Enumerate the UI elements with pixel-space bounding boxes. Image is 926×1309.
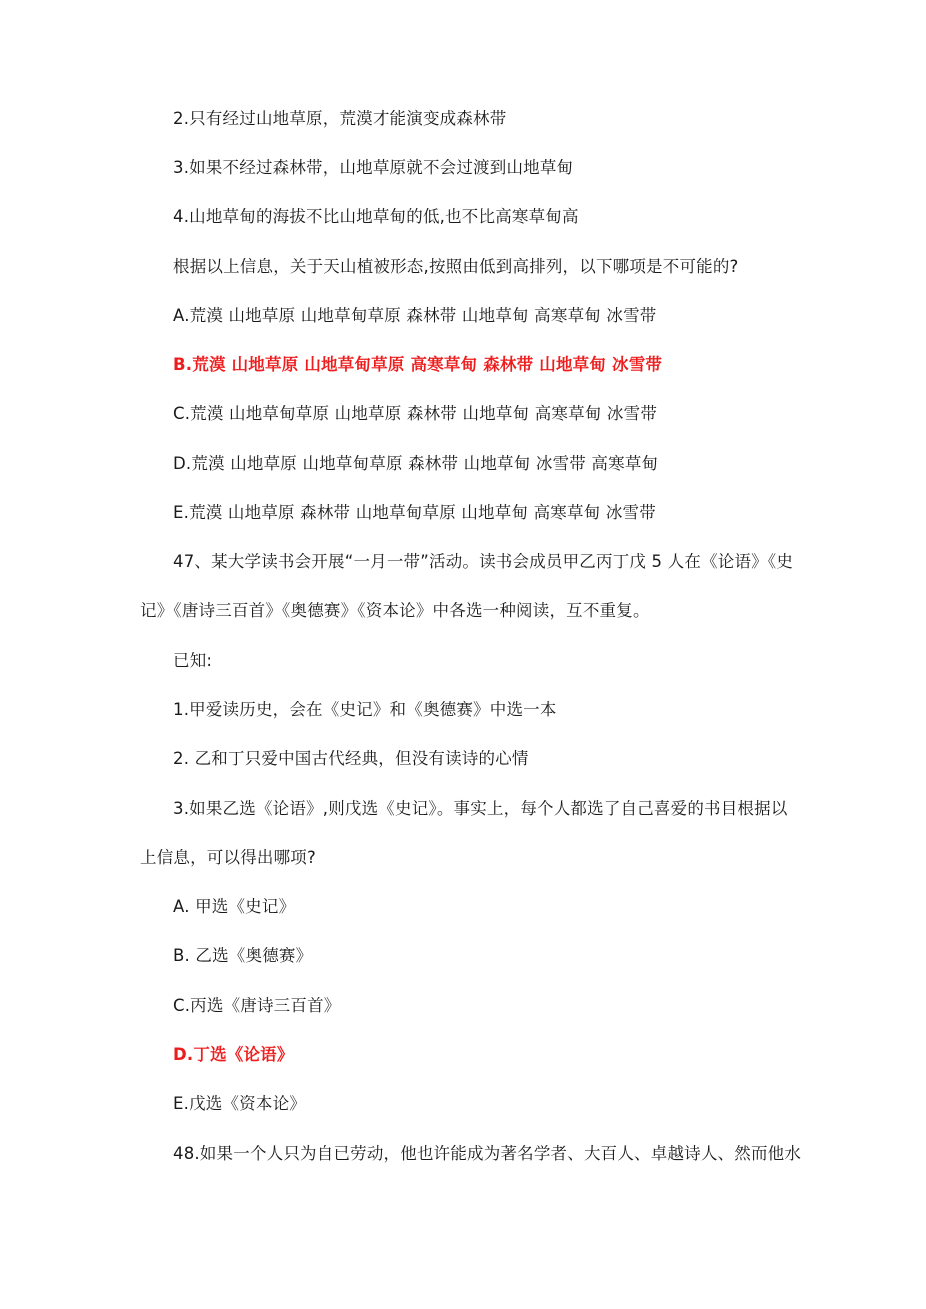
q46-condition-3: 3.如果不经过森林带，山地草原就不会过渡到山地草甸	[173, 158, 574, 177]
q47-stem-line2: 记》《唐诗三百首》《奥德赛》《资本论》中各选一种阅读，互不重复。	[140, 601, 650, 620]
q46-option-a: A.荒漠 山地草原 山地草甸草原 森林带 山地草甸 高寒草甸 冰雪带	[173, 306, 657, 325]
q48-stem-line1: 48.如果一个人只为自已劳动，他也许能成为著名学者、大百人、卓越诗人、然而他水	[173, 1144, 802, 1163]
q46-question: 根据以上信息，关于天山植被形态,按照由低到高排列，以下哪项是不可能的?	[173, 257, 739, 276]
q47-question: 上信息，可以得出哪项?	[140, 848, 316, 867]
q47-option-d-answer: D.丁选《论语》	[173, 1045, 294, 1064]
q46-option-e: E.荒漠 山地草原 森林带 山地草甸草原 山地草甸 高寒草甸 冰雪带	[173, 503, 656, 522]
q47-known: 已知:	[173, 651, 213, 670]
q47-condition-3: 3.如果乙选《论语》,则戊选《史记》。事实上，每个人都选了自己喜爱的书目根据以	[173, 799, 788, 818]
q47-option-a: A. 甲选《史记》	[173, 897, 296, 916]
q47-stem-line1: 47、某大学读书会开展“一月一带”活动。读书会成员甲乙丙丁戊 5 人在《论语》《史	[173, 552, 794, 571]
q46-option-b-answer: B.荒漠 山地草原 山地草甸草原 高寒草甸 森林带 山地草甸 冰雪带	[173, 355, 663, 374]
q46-option-c: C.荒漠 山地草甸草原 山地草原 森林带 山地草甸 高寒草甸 冰雪带	[173, 404, 658, 423]
q46-condition-4: 4.山地草甸的海拔不比山地草甸的低,也不比高寒草甸高	[173, 207, 579, 226]
q47-condition-1: 1.甲爱读历史，会在《史记》和《奥德赛》中选一本	[173, 700, 557, 719]
q47-option-c: C.丙选《唐诗三百首》	[173, 996, 341, 1015]
q46-option-d: D.荒漠 山地草原 山地草甸草原 森林带 山地草甸 冰雪带 高寒草甸	[173, 454, 659, 473]
q47-option-b: B. 乙选《奥德赛》	[173, 946, 313, 965]
q46-condition-2: 2.只有经过山地草原，荒漠才能演变成森林带	[173, 109, 507, 128]
q47-option-e: E.戊选《资本论》	[173, 1094, 306, 1113]
q47-condition-2: 2. 乙和丁只爱中国古代经典，但没有读诗的心情	[173, 749, 529, 768]
